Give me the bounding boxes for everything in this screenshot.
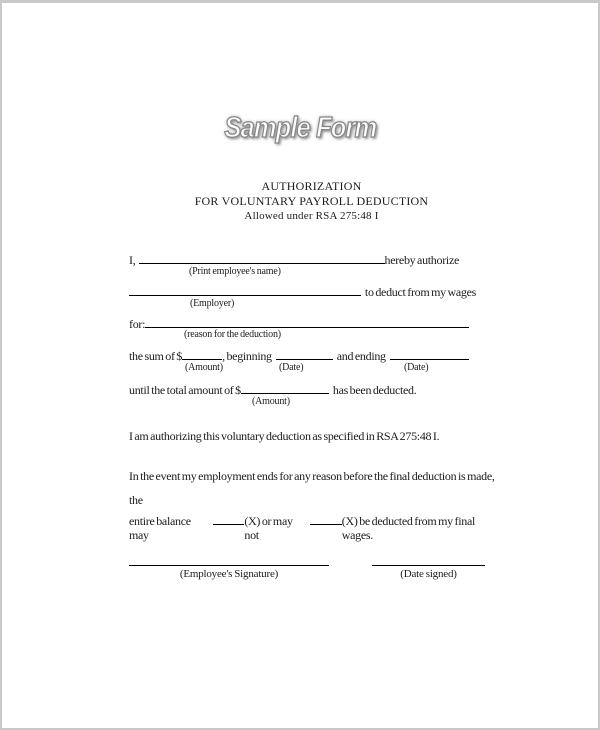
deduction-reason-field[interactable] (145, 315, 469, 328)
employer-row (129, 283, 476, 299)
termination-clause (129, 464, 501, 542)
employee-name-label: (Print employee's name) (189, 266, 281, 277)
amount-label: (Amount) (185, 362, 223, 373)
may-deduct-field[interactable] (213, 512, 245, 525)
total-amount-field[interactable] (241, 381, 329, 394)
employer-field[interactable] (129, 283, 361, 296)
total-row-prefix: until the total amount of $ (129, 383, 241, 397)
amount-field[interactable] (182, 347, 222, 360)
employee-name-field[interactable] (139, 251, 384, 264)
may-not-deduct-field[interactable] (310, 512, 342, 525)
employer-row-suffix: to deduct from my wages (364, 285, 476, 299)
termination-line-2 (129, 512, 501, 542)
sum-row-text2: , beginning (222, 349, 272, 363)
termination-text-1: entire balance may (129, 514, 191, 542)
employer-label: (Employer) (190, 298, 235, 309)
sum-row-text1: the sum of $ (129, 349, 183, 363)
end-date-field[interactable] (390, 347, 469, 360)
form-title (129, 179, 494, 223)
employee-name-row (129, 251, 459, 267)
reason-row-prefix: for: (129, 317, 146, 331)
name-row-prefix: I, (129, 253, 136, 267)
sum-row-text3: and ending (336, 349, 386, 363)
date-signed-block (372, 558, 485, 580)
date-signed-line[interactable] (372, 558, 485, 566)
total-row-suffix: has been deducted. (332, 383, 417, 397)
sum-row (129, 347, 469, 363)
termination-text-2: (X) or may not (244, 514, 293, 542)
reason-label: (reason for the deduction) (184, 329, 281, 340)
employee-signature-label: (Employee's Signature) (179, 568, 279, 580)
termination-line-1: In the event my employment ends for any reason before the final deduction is made, the (129, 469, 495, 507)
total-amount-row (129, 381, 416, 397)
termination-text-3: (X) be deducted from my final wages. (341, 514, 476, 542)
begin-date-field[interactable] (276, 347, 333, 360)
begin-date-label: (Date) (279, 362, 304, 373)
employee-signature-block (129, 558, 329, 580)
total-amount-label: (Amount) (252, 396, 290, 407)
reason-row (129, 315, 469, 331)
title-line-1: AUTHORIZATION (261, 179, 362, 193)
date-signed-label: (Date signed) (400, 568, 457, 580)
name-row-suffix: hereby authorize (384, 253, 459, 267)
authorization-statement: I am authorizing this voluntary deduction as specified in RSA 275:48 I. (129, 429, 440, 443)
employee-signature-line[interactable] (129, 558, 329, 566)
sample-form-watermark: Sample Form (224, 112, 376, 144)
end-date-label: (Date) (404, 362, 429, 373)
title-line-2: FOR VOLUNTARY PAYROLL DEDUCTION (194, 194, 429, 208)
title-statute-line: Allowed under RSA 275:48 I (244, 210, 379, 222)
watermark-container (2, 111, 598, 145)
